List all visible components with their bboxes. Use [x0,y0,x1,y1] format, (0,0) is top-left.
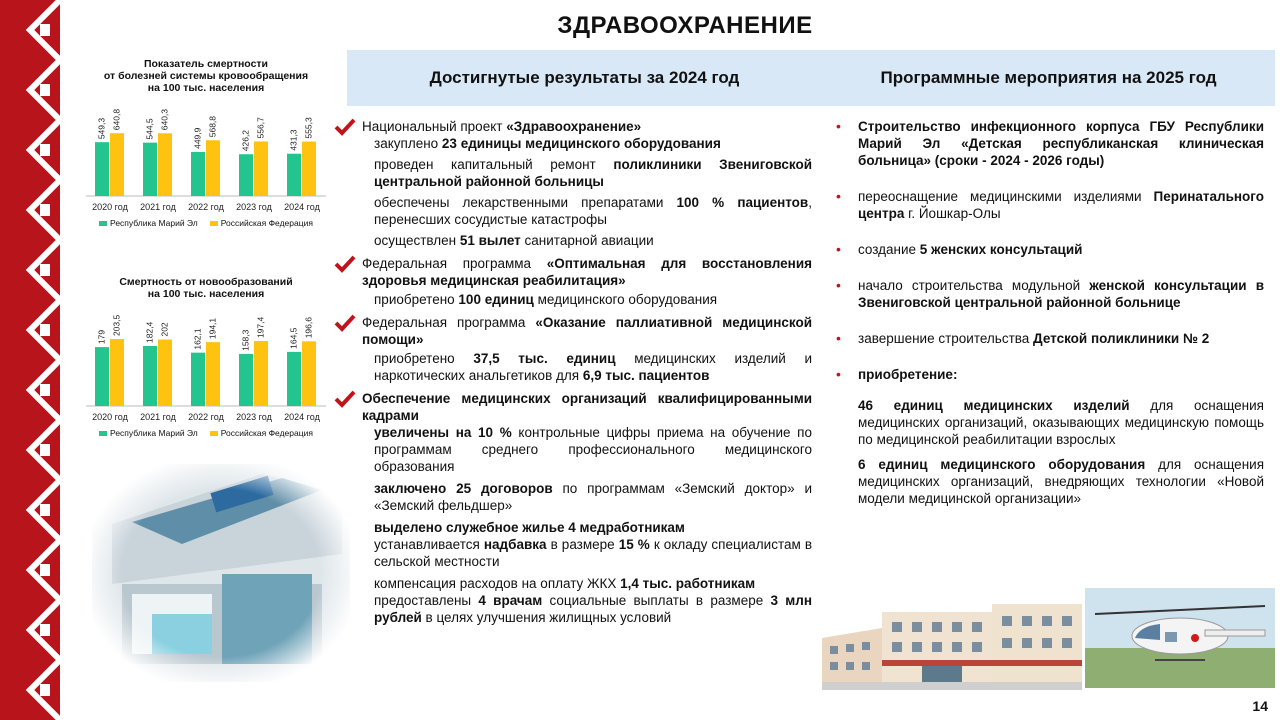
text-bold: 100 % пациентов [676,195,809,210]
text-part: осуществлен [374,233,460,248]
building-illustration [822,598,1082,690]
text-part: Национальный проект [362,119,507,134]
text-part: г. Йошкар-Олы [904,206,1001,221]
chart-bar [254,341,268,406]
chart-title [80,58,332,94]
text-bold: Детской поликлиники № 2 [1033,331,1210,346]
program-item [836,366,1264,383]
bullet-dot-icon: • [836,188,841,204]
chart-neoplasm-mortality [80,276,332,438]
legend-label: Российская Федерация [220,428,313,438]
text-bold: 23 единицы медицинского оборудования [441,136,721,151]
bar-data-label: 640,8 [111,108,122,131]
text-bold: 6,9 тыс. пациентов [582,368,710,383]
bar-data-label: 197,4 [255,316,266,339]
x-tick-label: 2020 год [92,202,128,212]
program-item [836,330,1264,347]
text-bold: 5 женских консультаций [919,242,1083,257]
legend-swatch [210,221,218,226]
chart-bar [158,133,172,196]
text-bold: Строительство инфекционного корпуса ГБУ Республики Марий Эл «Детская республиканская клиническая больница» (сроки - 2024 - 2026 годы) [858,119,1264,168]
text-part: устанавливается [374,537,484,552]
result-item [350,194,812,228]
text-part: , перенесших сосудистые катастрофы [374,195,812,227]
text-bold: надбавка [483,537,547,552]
text-bold: 15 % [618,537,650,552]
bullet-dot-icon: • [836,330,841,346]
result-item [350,232,812,249]
chart-bar [95,347,109,406]
chart-bar [302,341,316,406]
header-results-2024: Достигнутые результаты за 2024 год [347,50,822,106]
result-item [350,519,812,536]
legend-item [210,218,313,228]
chart-title [80,276,332,300]
text-bold: 51 вылет [459,233,521,248]
text-bold: 37,5 тыс. единиц [473,351,616,366]
program-item [836,277,1264,311]
chart-bar [239,354,253,406]
bullet-dot-icon: • [836,241,841,257]
legend-swatch [210,431,218,436]
text-bold: поликлиники Звениговской центральной районной больницы [374,157,812,189]
chart-bar [143,346,157,406]
text-bold: 6 единиц медицинского оборудования [858,457,1146,472]
helicopter-illustration [1085,588,1275,688]
x-tick-label: 2020 год [92,412,128,422]
bullet-dot-icon: • [836,277,841,293]
result-item [350,536,812,570]
legend-label: Российская Федерация [220,218,313,228]
legend-label: Республика Марий Эл [110,218,198,228]
page-number: 14 [1252,698,1268,714]
chart-title-line: на 100 тыс. населения [147,82,265,94]
bar-data-label: 202 [159,322,170,337]
chart-bar [302,142,316,196]
chart-bar [206,140,220,196]
bar-data-label: 449,9 [192,127,203,149]
check-icon [334,255,356,273]
bar-data-label: 158,3 [240,329,251,351]
text-part: компенсация расходов на оплату ЖКХ [374,576,621,591]
x-tick-label: 2023 год [236,412,272,422]
bar-data-label: 179 [96,329,107,345]
text-part: предоставлены [374,593,479,608]
chart-plot [80,300,332,424]
x-tick-label: 2024 год [284,412,320,422]
result-item [350,350,812,384]
bar-data-label: 182,4 [144,321,155,343]
result-item [350,480,812,514]
result-item [350,135,812,152]
chart-legend [80,218,332,228]
text-bold: Перинатального центра [858,189,1264,221]
text-bold: 4 врачам [478,593,543,608]
bar-data-label: 544,5 [144,118,155,140]
text-bold: Обеспечение медицинских организаций квалифицированными кадрами [362,391,812,423]
text-part: социальные выплаты в размере [542,593,771,608]
bar-data-label: 162,1 [192,328,203,350]
chart-bar [287,352,301,406]
x-tick-label: 2023 год [236,202,272,212]
bar-data-label: 194,1 [207,317,218,340]
chart-plot [80,94,332,214]
chart-bar [239,154,253,196]
text-part: санитарной авиации [520,233,654,248]
chart-cardio-mortality [80,58,332,228]
text-part: по программам «Земский доктор» и «Земский фельдшер» [374,481,813,513]
chart-bar [143,143,157,196]
x-tick-label: 2021 год [140,412,176,422]
page-title: ЗДРАВООХРАНЕНИЕ [557,12,813,39]
text-bold: заключено 25 договоров [374,481,553,496]
text-part: создание [858,242,920,257]
text-bold: увеличены на 10 % [374,425,512,440]
text-bold: женской консультации в Звениговской центральной районной больнице [858,278,1264,310]
text-part: медицинских изделий и наркотических анальгетиков для [374,351,812,383]
check-icon [334,390,356,408]
bar-data-label: 568,8 [207,115,218,138]
check-icon [334,314,356,332]
text-part: приобретено [374,351,474,366]
legend-item [210,428,313,438]
program-subitem [836,397,1264,448]
bar-data-label: 164,5 [288,327,299,349]
bar-data-label: 640,3 [159,108,170,131]
text-part: в размере [546,537,619,552]
bar-data-label: 549,3 [96,117,107,140]
bullet-national-project [350,118,812,135]
decorative-ornament-border [0,0,60,720]
text-bold: 46 единиц медицинских изделий [858,398,1130,413]
chart-title-line: Показатель смертности [143,58,269,70]
chart-bar [110,339,124,406]
x-tick-label: 2021 год [140,202,176,212]
text-part: для оснащения медицинских организаций, внедряющих технологии «Новой модели медицинской организации» [858,457,1265,506]
chart-bar [254,141,268,196]
text-part: обеспечены лекарственными препаратами [374,195,677,210]
chart-bar [287,154,301,196]
chart-legend [80,428,332,438]
legend-swatch [99,221,107,226]
bar-data-label: 196,6 [303,317,314,339]
text-part: в целях улучшения жилищных условий [421,610,672,625]
text-part: закуплено [374,136,442,151]
results-2024-column [350,118,812,626]
bar-data-label: 556,7 [255,117,266,139]
text-part: для оснащения медицинских организаций, оказывающих медицинскую помощь по медицинской реабилитации взрослых [858,398,1264,447]
text-bold: 1,4 тыс. работникам [620,576,756,591]
result-item [350,592,812,626]
programs-2025-column [836,118,1264,507]
text-part: к окладу специалистам в сельской местности [374,537,812,569]
bar-data-label: 426,2 [240,129,251,152]
text-part: приобретено [374,292,459,307]
chart-bar [95,142,109,196]
legend-label: Республика Марий Эл [110,428,198,438]
bullet-qualified-staff [350,390,812,424]
bar-data-label: 431,3 [288,129,299,151]
header-programs-2025: Программные мероприятия на 2025 год [822,50,1275,106]
bullet-dot-icon: • [836,366,841,382]
text-bold: 3 млн рублей [374,593,812,625]
bullet-dot-icon: • [836,118,841,134]
x-tick-label: 2024 год [284,202,320,212]
result-item [350,156,812,190]
text-part: переоснащение медицинскими изделиями [858,189,1154,204]
program-item [836,188,1264,222]
legend-item [99,428,198,438]
result-item [350,424,812,475]
program-item [836,241,1264,258]
chart-title-line: от болезней системы кровообращения [103,70,309,82]
program-subitem [836,456,1264,507]
text-bold: выделено служебное жилье 4 медработникам [374,520,685,535]
x-tick-label: 2022 год [188,412,224,422]
text-part: завершение строительства [858,331,1034,346]
text-bold: приобретение: [858,367,958,382]
chart-bar [206,342,220,406]
result-item [350,291,812,308]
result-item [350,575,812,592]
text-part: контрольные цифры приема на обучение по программам среднего профессионального медицинского образования [374,425,812,474]
chart-title-line: Смертность от новообразований [119,276,293,288]
chart-bar [158,340,172,406]
hospital-interior-photo [92,464,350,682]
text-part: начало строительства модульной [858,278,1090,293]
check-icon [334,118,356,136]
text-part: проведен капитальный ремонт [374,157,614,172]
legend-item [99,218,198,228]
chart-bar [191,152,205,196]
bullet-rehabilitation-program [350,255,812,289]
text-bold: «Оказание паллиативной медицинской помощи» [362,315,812,347]
chart-title-line: на 100 тыс. населения [147,288,265,300]
text-part: Федеральная программа [362,315,536,330]
text-part: медицинского оборудования [533,292,718,307]
text-bold: 100 единиц [458,292,534,307]
text-part: Федеральная программа [362,256,547,271]
legend-swatch [99,431,107,436]
bar-data-label: 555,3 [303,117,314,139]
bar-data-label: 203,5 [111,314,122,337]
program-item [836,118,1264,169]
chart-bar [110,133,124,196]
ornament-pattern [0,0,60,720]
chart-bar [191,353,205,406]
text-bold: «Оптимальная для восстановления здоровья медицинская реабилитация» [362,256,812,288]
bullet-palliative-program [350,314,812,348]
text-bold: «Здравоохранение» [506,119,642,134]
x-tick-label: 2022 год [188,202,224,212]
